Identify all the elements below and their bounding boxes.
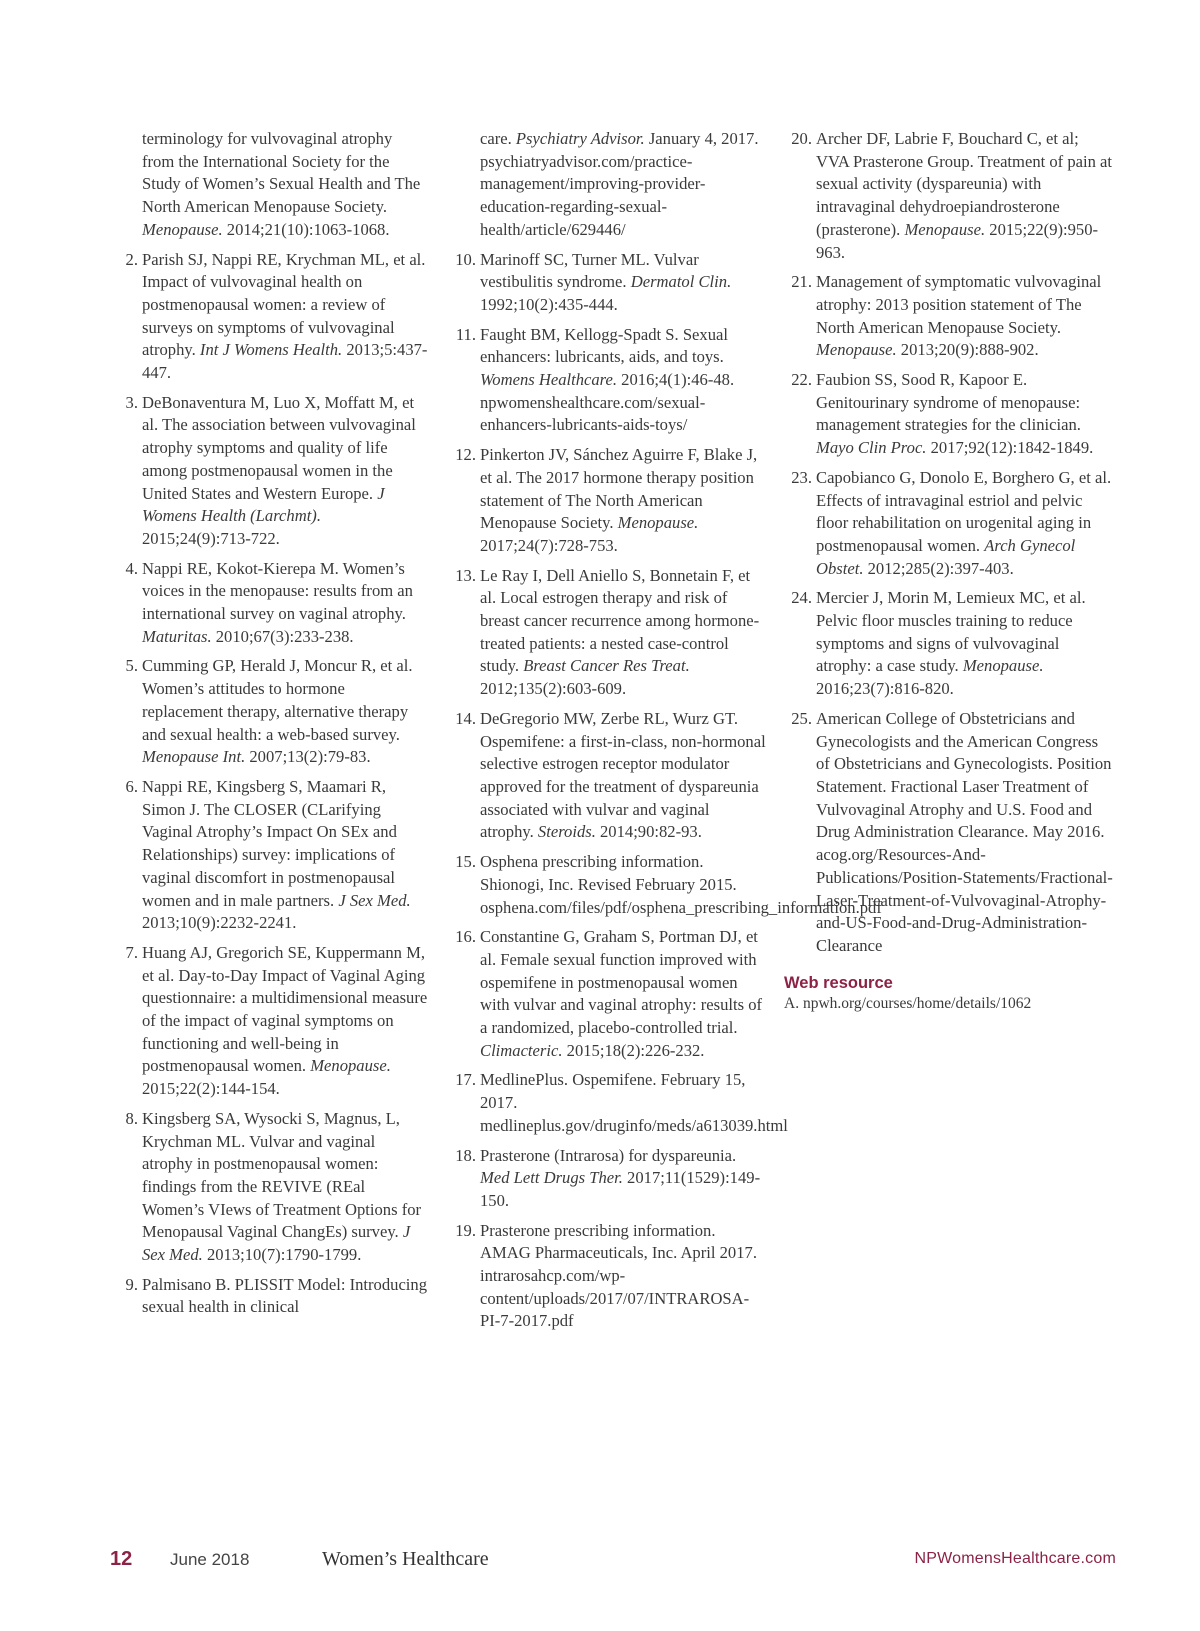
reference-text: [142, 1275, 427, 1317]
reference-text: [480, 709, 766, 842]
reference-number: 5.: [125, 656, 138, 676]
reference-authors-title: Archer DF, Labrie F, Bouchard C, et al; VVA Prasterone Group. Treatment of pain at sexual activity (dyspareunia) with intravaginal dehydroepiandrosterone (prasterone).: [816, 129, 1113, 239]
reference-journal: Menopause.: [904, 219, 986, 239]
reference-text: [816, 272, 1101, 359]
reference-citation: 2016;23(7):816-820.: [816, 679, 954, 699]
reference-citation: 1992;10(2):435-444.: [480, 294, 618, 314]
reference-text: [480, 1221, 757, 1331]
reference-journal: J Sex Med.: [338, 890, 411, 910]
reference-authors-title: DeGregorio MW, Zerbe RL, Wurz GT. Ospemifene: a first-in-class, non-hormonal selective estrogen receptor modulator approved for the treatment of dyspareunia associated with vulvar and vaginal atrophy.: [480, 708, 766, 842]
reference-number: 2.: [125, 249, 138, 269]
reference-authors-title: Nappi RE, Kokot-Kierepa M. Women’s voices in the menopause: results from an international survey on vaginal atrophy.: [142, 558, 413, 624]
reference-journal: Menopause.: [310, 1056, 391, 1076]
reference-journal: Womens Healthcare.: [480, 370, 618, 390]
reference-text: [480, 927, 762, 1060]
reference-item: [448, 249, 766, 317]
reference-number: 25.: [791, 708, 812, 728]
reference-text: [480, 1070, 788, 1134]
reference-journal: Dermatol Clin.: [630, 272, 732, 292]
reference-number: 17.: [455, 1070, 476, 1090]
reference-journal: J Sex Med.: [142, 1222, 411, 1265]
reference-journal: Menopause.: [962, 656, 1044, 676]
reference-text: [142, 250, 427, 383]
reference-item: [784, 369, 1114, 460]
reference-authors-title: Marinoff SC, Turner ML. Vulvar vestibulitis syndrome.: [480, 249, 699, 292]
reference-number: 12.: [455, 445, 476, 465]
reference-citation: 2012;285(2):397-403.: [863, 558, 1014, 578]
reference-authors-title: care.: [480, 129, 516, 148]
reference-text: [480, 1146, 760, 1210]
reference-item: [448, 324, 766, 438]
reference-authors-title: Constantine G, Graham S, Portman DJ, et al. Female sexual function improved with ospemifene in postmenopausal women with vulvar and vaginal atrophy: results of a randomized, placebo-controlled trial.: [480, 927, 763, 1038]
reference-text: [480, 129, 759, 239]
reference-number: 3.: [125, 392, 138, 412]
reference-item: [110, 392, 428, 551]
reference-authors-title: Cumming GP, Herald J, Moncur R, et al. Women’s attitudes to hormone replacement therapy, alternative therapy and sexual health: a web-based survey.: [142, 656, 413, 744]
reference-journal: Breast Cancer Res Treat.: [523, 656, 690, 676]
reference-item: [448, 1069, 788, 1137]
reference-number: 14.: [455, 708, 476, 728]
reference-authors-title: Capobianco G, Donolo E, Borghero G, et al. Effects of intravaginal estriol and pelvic floor rehabilitation on urogenital aging in postmenopausal women.: [816, 467, 1112, 555]
reference-text: [816, 370, 1093, 457]
reference-authors-title: MedlinePlus. Ospemifene. February 15, 2017. medlineplus.gov/druginfo/meds/a613039.html: [480, 1070, 788, 1135]
reference-text: [142, 1109, 421, 1264]
reference-item: [448, 128, 766, 242]
reference-text: [142, 656, 413, 766]
reference-authors-title: Faubion SS, Sood R, Kapoor E. Genitourinary syndrome of menopause: management strategies for the clinician.: [816, 370, 1081, 435]
reference-citation: 2015;18(2):226-232.: [562, 1040, 705, 1060]
reference-journal: J Womens Health (Larchmt).: [142, 483, 385, 526]
reference-authors-title: Huang AJ, Gregorich SE, Kuppermann M, et al. Day-to-Day Impact of Vaginal Aging questionnaire: a multidimensional measure of the impact of vaginal symptoms on functioning and well-being in postmenopausal women.: [142, 942, 428, 1076]
reference-citation: 2012;135(2):603-609.: [480, 679, 627, 699]
reference-number: 6.: [125, 776, 138, 796]
publication-name: Women’s Healthcare: [322, 1548, 489, 1570]
web-resource-title: Web resource: [784, 973, 893, 992]
reference-item: [448, 1220, 766, 1334]
reference-journal: Mayo Clin Proc.: [816, 438, 927, 458]
reference-citation: 2013;10(7):1790-1799.: [202, 1245, 362, 1265]
reference-text: [480, 445, 757, 555]
reference-text: [142, 943, 427, 1098]
reference-number: 21.: [791, 272, 812, 292]
reference-number: 11.: [455, 324, 476, 344]
reference-authors-title: DeBonaventura M, Luo X, Moffatt M, et al. The association between vulvovaginal atrophy symptoms and quality of life among postmenopausal women in the United States and Western Europe.: [142, 392, 416, 503]
reference-citation: 2013;20(9):888-902.: [896, 340, 1039, 360]
reference-citation: 2015;24(9):713-722.: [142, 528, 280, 548]
reference-authors-title: Management of symptomatic vulvovaginal atrophy: 2013 position statement of The North American Menopause Society.: [816, 272, 1102, 337]
reference-number: 4.: [125, 558, 138, 578]
reference-number: 9.: [125, 1274, 138, 1294]
reference-item: [110, 558, 428, 649]
reference-citation: 2017;11(1529):149-150.: [480, 1168, 761, 1210]
reference-authors-title: Pinkerton JV, Sánchez Aguirre F, Blake J, et al. The 2017 hormone therapy position statement of The North American Menopause Society.: [480, 445, 758, 533]
reference-item: [448, 444, 766, 558]
reference-journal: Arch Gynecol Obstet.: [816, 535, 1076, 578]
reference-authors-title: terminology for vulvovaginal atrophy from the International Society for the Study of Women’s Sexual Health and The North American Menopause Society.: [142, 129, 421, 217]
website-link[interactable]: NPWomensHealthcare.com: [914, 1550, 1116, 1567]
reference-item: [110, 1274, 428, 1319]
reference-citation: 2007;13(2):79-83.: [245, 747, 371, 767]
reference-item: [110, 249, 428, 385]
reference-journal: Maturitas.: [142, 626, 212, 646]
reference-item: [110, 128, 428, 242]
reference-text: [816, 468, 1111, 578]
reference-citation: 2013;5:437-447.: [142, 340, 428, 383]
reference-citation: January 4, 2017. psychiatryadvisor.com/practice-management/improving-provider-education-regarding-sexual-health/article/629446/: [480, 129, 759, 239]
reference-journal: Menopause Int.: [142, 747, 246, 767]
reference-authors-title: Prasterone prescribing information. AMAG Pharmaceuticals, Inc. April 2017. intrarosahcp.com/wp-content/uploads/2017/07/INTRAROSA-PI-7-2017.pdf: [480, 1220, 757, 1331]
reference-journal: Steroids.: [537, 822, 596, 842]
reference-item: [784, 271, 1114, 362]
reference-authors-title: Mercier J, Morin M, Lemieux MC, et al. Pelvic floor muscles training to reduce symptoms and signs of vulvovaginal atrophy: a case study.: [816, 588, 1086, 676]
reference-item: [110, 776, 428, 935]
issue-date: June 2018: [170, 1550, 250, 1569]
page-number: 12: [110, 1548, 133, 1570]
reference-item: [448, 851, 882, 919]
reference-citation: 2010;67(3):233-238.: [211, 626, 354, 646]
reference-item: [448, 708, 766, 844]
reference-citation: 2015;22(2):144-154.: [142, 1079, 280, 1099]
reference-authors-title: Prasterone (Intrarosa) for dyspareunia.: [480, 1145, 737, 1165]
reference-text: [480, 250, 731, 314]
reference-authors-title: Le Ray I, Dell Aniello S, Bonnetain F, et al. Local estrogen therapy and risk of breast cancer recurrence among hormone-treated patients: a nested case-control study.: [480, 565, 760, 676]
reference-number: 8.: [125, 1108, 138, 1128]
reference-authors-title: Kingsberg SA, Wysocki S, Magnus, L, Krychman ML. Vulvar and vaginal atrophy in postmenopausal women: findings from the REVIVE (REal Women’s VIews of Treatment Options for Menopausal Vaginal ChangEs) survey.: [142, 1108, 422, 1242]
reference-text: [142, 129, 420, 239]
reference-number: 19.: [455, 1220, 476, 1240]
references-column-3: [784, 128, 1114, 1014]
reference-journal: Psychiatry Advisor.: [515, 129, 645, 148]
reference-text: [142, 393, 416, 548]
reference-number: 13.: [455, 565, 476, 585]
reference-text: [142, 777, 411, 932]
reference-journal: Menopause.: [617, 513, 699, 533]
reference-number: 24.: [791, 588, 812, 608]
reference-number: 7.: [125, 942, 138, 962]
reference-authors-title: Osphena prescribing information. Shionogi, Inc. Revised February 2015. osphena.com/files/pdf/osphena_prescribing_information.pdf: [480, 852, 882, 917]
reference-item: [448, 1145, 766, 1213]
reference-item: [448, 565, 766, 701]
reference-number: 18.: [455, 1145, 476, 1165]
reference-item: [784, 128, 1114, 264]
reference-item: [448, 926, 766, 1062]
reference-authors-title: Palmisano B. PLISSIT Model: Introducing sexual health in clinical: [142, 1274, 428, 1317]
reference-item: [784, 467, 1114, 581]
reference-citation: 2014;90:82-93.: [595, 822, 702, 842]
reference-item: [784, 708, 1114, 958]
reference-number: 20.: [791, 129, 812, 148]
reference-number: 10.: [455, 249, 476, 269]
reference-citation: 2016;4(1):46-48. npwomenshealthcare.com/sexual-enhancers-lubricants-aids-toys/: [480, 370, 735, 435]
reference-citation: 2017;92(12):1842-1849.: [926, 438, 1094, 458]
reference-authors-title: American College of Obstetricians and Gynecologists and the American Congress of Obstetricians and Gynecologists. Position Statement. Fractional Laser Treatment of Vulvovaginal Atrophy and U.S. Food and Drug Administration Clearance. May 2016. acog.org/Resources-And-Publications/Position-Statements/Fractional-Laser-Treatment-of-Vulvovaginal-Atrophy-and-US-Food-and-Drug-Administration-Clearance: [816, 708, 1113, 955]
reference-journal: Int J Womens Health.: [199, 340, 343, 360]
references-column-1: [110, 128, 428, 1326]
reference-number: 23.: [791, 467, 812, 487]
reference-authors-title: Faught BM, Kellogg-Spadt S. Sexual enhancers: lubricants, aids, and toys.: [480, 324, 728, 367]
reference-journal: Climacteric.: [480, 1040, 563, 1060]
reference-citation: 2015;22(9):950-963.: [816, 219, 1099, 262]
reference-citation: 2014;21(10):1063-1068.: [222, 219, 390, 239]
reference-item: [110, 1108, 428, 1267]
page-footer: [110, 1548, 1116, 1576]
reference-number: 16.: [455, 927, 476, 947]
reference-item: [784, 587, 1114, 701]
web-resource-link[interactable]: A. npwh.org/courses/home/details/1062: [784, 994, 1032, 1012]
reference-text: [480, 325, 734, 435]
reference-text: [480, 566, 759, 699]
reference-citation: 2013;10(9):2232-2241.: [142, 913, 297, 933]
reference-journal: Med Lett Drugs Ther.: [480, 1168, 623, 1188]
reference-text: [816, 709, 1113, 955]
reference-authors-title: Nappi RE, Kingsberg S, Maamari R, Simon J. The CLOSER (CLarifying Vaginal Atrophy’s Impact On SEx and Relationships) survey: implications of vaginal discomfort in postmenopausal women and in male partners.: [142, 776, 397, 910]
reference-item: [110, 942, 428, 1101]
reference-item: [110, 655, 428, 769]
reference-number: 22.: [791, 370, 812, 390]
reference-number: 15.: [455, 852, 476, 872]
reference-journal: Menopause.: [816, 340, 897, 360]
reference-text: [142, 559, 413, 646]
reference-citation: 2017;24(7):728-753.: [480, 535, 618, 555]
reference-authors-title: Parish SJ, Nappi RE, Krychman ML, et al. Impact of vulvovaginal health on postmenopausal women: a review of surveys on symptoms of vulvovaginal atrophy.: [142, 249, 426, 360]
reference-journal: Menopause.: [142, 219, 223, 239]
reference-text: [816, 129, 1112, 262]
reference-text: [816, 588, 1086, 698]
